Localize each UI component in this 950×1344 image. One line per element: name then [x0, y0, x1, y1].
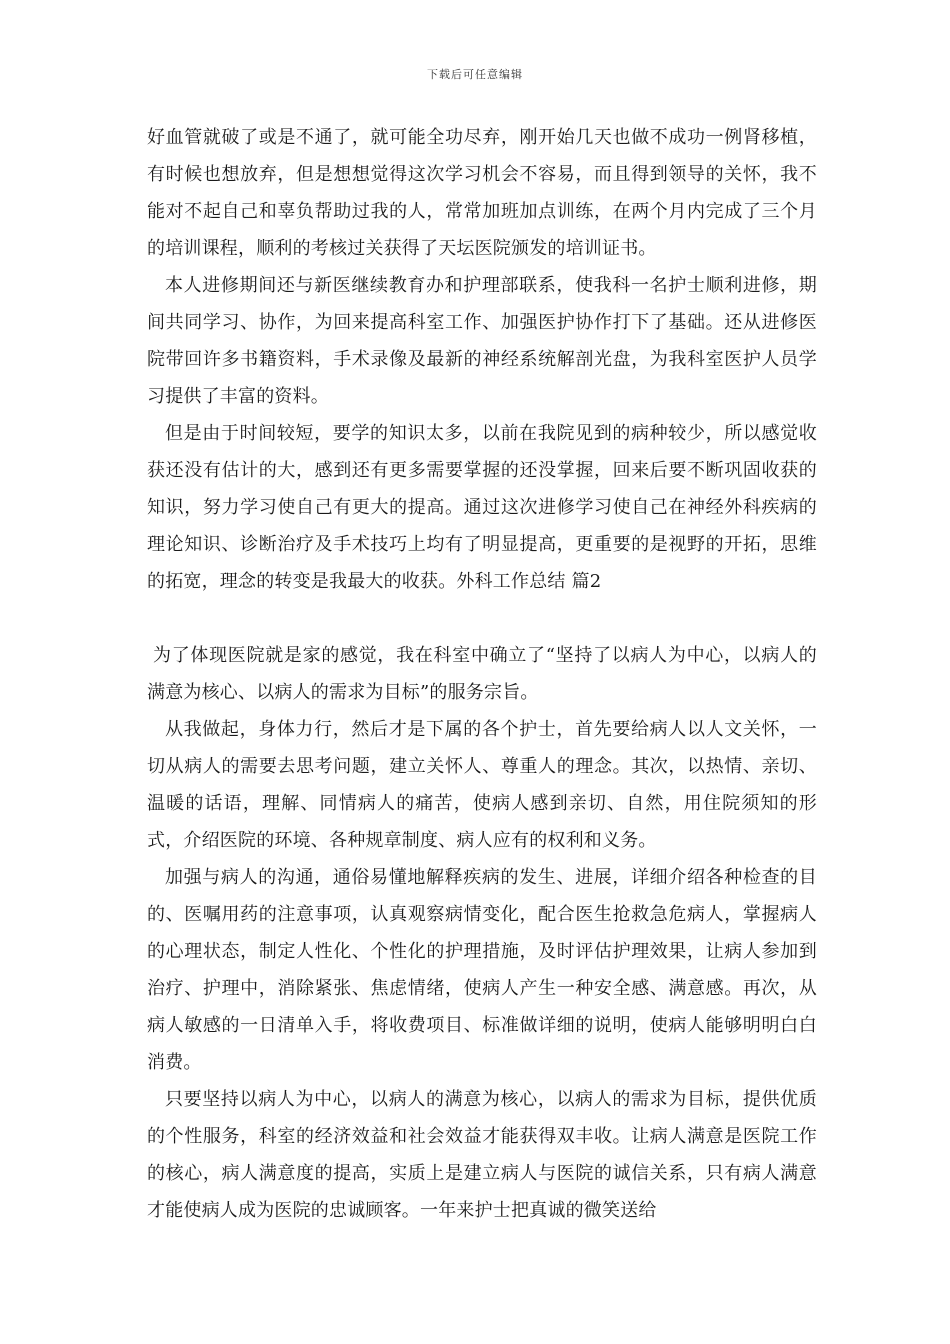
paragraph: 加强与病人的沟通，通俗易懂地解释疾病的发生、进展，详细介绍各种检查的目的、医嘱用药的注意事项，认真观察病情变化，配合医生抢救急危病人，掌握病人的心理状态，制定人性化、个性化的护理措施，及时评估护理效果，让病人参加到治疗、护理中，消除紧张、焦虑情绪，使病人产生一种安全感、满意感。再次，从病人敏感的一日清单入手，将收费项目、标准做详细的说明，使病人能够明明白白消费。	[147, 867, 817, 1073]
paragraph: 好血管就破了或是不通了，就可能全功尽弃，刚开始几天也做不成功一例肾移植，有时候也想放弃，但是想想觉得这次学习机会不容易，而且得到领导的关怀，我不能对不起自己和辜负帮助过我的人，常常加班加点训练，在两个月内完成了三个月的培训课程，顺利的考核过关获得了天坛医院颁发的培训证书。	[147, 127, 817, 259]
paragraph: 本人进修期间还与新医继续教育办和护理部联系，使我科一名护士顺利进修，期间共同学习、协作，为回来提高科室工作、加强医护协作打下了基础。还从进修医院带回许多书籍资料，手术录像及最新的神经系统解剖光盘，为我科室医护人员学习提供了丰富的资料。	[147, 275, 817, 407]
document-body	[147, 119, 817, 1229]
page-header: 下载后可任意编辑	[427, 68, 523, 81]
paragraph: 为了体现医院就是家的感觉，我在科室中确立了“坚持了以病人为中心，以病人的满意为核心、以病人的需求为目标”的服务宗旨。	[147, 645, 817, 703]
paragraph: 从我做起，身体力行，然后才是下属的各个护士，首先要给病人以人文关怀，一切从病人的需要去思考问题，建立关怀人、尊重人的理念。其次，以热情、亲切、温暖的话语，理解、同情病人的痛苦，使病人感到亲切、自然，用住院须知的形式，介绍医院的环境、各种规章制度、病人应有的权利和义务。	[147, 719, 817, 851]
paragraph: 但是由于时间较短，要学的知识太多，以前在我院见到的病种较少，所以感觉收获还没有估计的大，感到还有更多需要掌握的还没掌握，回来后要不断巩固收获的知识，努力学习使自己有更大的提高。通过这次进修学习使自己在神经外科疾病的理论知识、诊断治疗及手术技巧上均有了明显提高，更重要的是视野的开拓，思维的拓宽，理念的转变是我最大的收获。外科工作总结 篇2	[147, 423, 817, 592]
paragraph: 只要坚持以病人为中心，以病人的满意为核心，以病人的需求为目标，提供优质的个性服务，科室的经济效益和社会效益才能获得双丰收。让病人满意是医院工作的核心，病人满意度的提高，实质上是建立病人与医院的诚信关系，只有病人满意才能使病人成为医院的忠诚顾客。一年来护士把真诚的微笑送给	[147, 1089, 817, 1221]
